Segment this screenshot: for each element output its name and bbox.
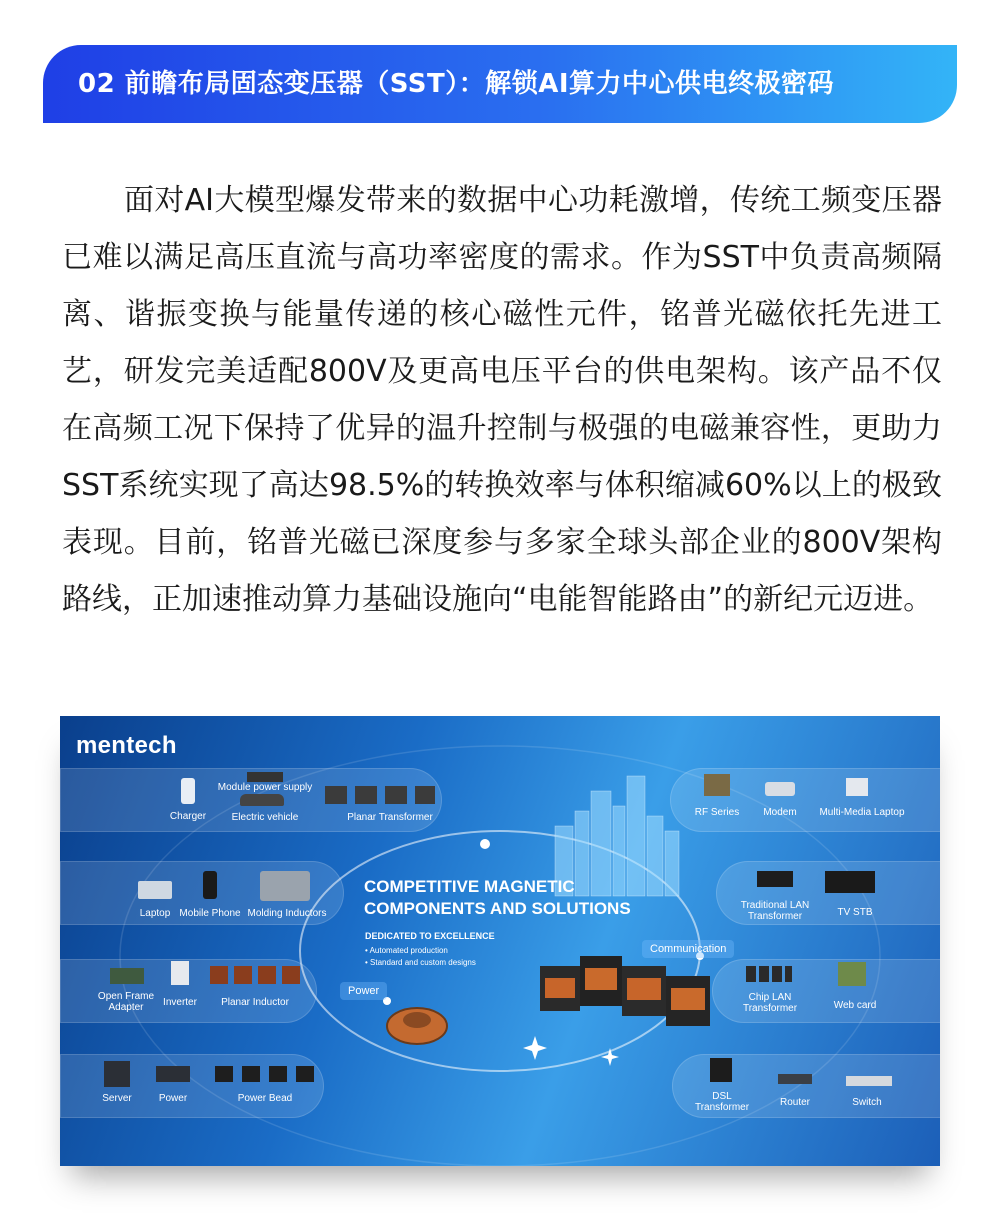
label-lan-line2: Transformer	[747, 911, 803, 922]
bullet-1: • Automated production	[365, 946, 448, 955]
label-open-frame-line2: Adapter	[108, 1002, 144, 1013]
planar-inductor-icon	[210, 966, 302, 984]
section-title-banner	[43, 45, 957, 123]
brand-logo: mentech	[76, 732, 177, 759]
chip-lan-icon	[746, 966, 792, 982]
inverter-icon	[171, 961, 189, 985]
product-infographic	[60, 716, 940, 1166]
server-icon	[104, 1061, 130, 1087]
lan-transformer-icon	[757, 871, 793, 887]
tag-power: Power	[340, 982, 387, 1000]
label-tv-stb: TV STB	[837, 907, 873, 918]
label-charger: Charger	[169, 811, 207, 822]
subheading: DEDICATED TO EXCELLENCE	[365, 931, 495, 941]
label-router: Router	[779, 1097, 810, 1108]
tv-stb-icon	[825, 871, 875, 893]
label-lan-line1: Traditional LAN	[740, 900, 810, 911]
label-inverter: Inverter	[163, 997, 197, 1008]
web-card-icon	[838, 962, 866, 986]
label-open-frame-line1: Open Frame	[97, 991, 155, 1002]
label-modem: Modem	[763, 807, 797, 818]
headline-line1: COMPETITIVE MAGNETIC	[364, 877, 575, 896]
headline-line2: COMPONENTS AND SOLUTIONS	[364, 899, 631, 918]
label-web-card: Web card	[833, 1000, 877, 1011]
bullet-1-text: Automated production	[369, 946, 448, 955]
label-laptop: Laptop	[139, 908, 171, 919]
label-molding-inductors: Molding Inductors	[247, 908, 327, 919]
laptop-icon	[138, 881, 172, 899]
molding-inductors-icon	[260, 871, 310, 901]
label-dsl-line1: DSL	[712, 1091, 732, 1102]
power-bead-icon	[215, 1066, 315, 1082]
label-multimedia-laptop: Multi-Media Laptop	[819, 807, 905, 818]
tag-communication: Communication	[642, 940, 734, 958]
router-icon	[778, 1074, 812, 1084]
label-dsl-line2: Transformer	[694, 1102, 750, 1113]
label-chip-lan-line1: Chip LAN	[748, 992, 792, 1003]
rf-series-icon	[704, 774, 730, 796]
label-planar-inductor: Planar Inductor	[221, 997, 289, 1008]
bullet-2-text: Standard and custom designs	[370, 958, 476, 967]
label-power-bead: Power Bead	[237, 1093, 293, 1104]
modem-icon	[765, 782, 795, 796]
label-switch: Switch	[852, 1097, 882, 1108]
section-title: 02 前瞻布局固态变压器（SST）：解锁AI算力中心供电终极密码	[78, 69, 835, 99]
label-mobile-phone: Mobile Phone	[179, 908, 241, 919]
label-server: Server	[102, 1093, 132, 1104]
open-frame-adapter-icon	[110, 968, 144, 984]
article-paragraph: 面对AI大模型爆发带来的数据中心功耗激增，传统工频变压器已难以满足高压直流与高功率密度的需求。作为SST中负责高频隔离、谐振变换与能量传递的核心磁性元件，铭普光磁依托先进工艺，研发完美适配800V及更高电压平台的供电架构。该产品不仅在高频工况下保持了优异的温升控制与极强的电磁兼容性，更助力SST系统实现了高达98.5%的转换效率与体积缩减60%以上的极致表现。目前，铭普光磁已深度参与多家全球头部企业的800V架构路线，正加速推动算力基础设施向“电能智能路由”的新纪元迈进。	[62, 183, 942, 617]
power-icon	[156, 1066, 190, 1082]
switch-icon	[846, 1062, 892, 1086]
label-planar-transformer: Planar Transformer	[347, 812, 433, 823]
label-chip-lan-line2: Transformer	[742, 1003, 798, 1014]
label-power: Power	[158, 1093, 188, 1104]
label-electric-vehicle: Electric vehicle	[231, 812, 299, 823]
dsl-transformer-icon	[710, 1058, 732, 1082]
label-rf-series: RF Series	[694, 807, 740, 818]
planar-transformer-icon	[325, 786, 435, 804]
label-module-power-supply: Module power supply	[217, 782, 313, 793]
mobile-phone-icon	[203, 871, 217, 899]
charger-icon	[181, 778, 195, 804]
pill-server	[60, 1054, 324, 1118]
module-power-supply-icon	[247, 772, 283, 782]
multimedia-laptop-icon	[846, 778, 868, 796]
bullet-2: • Standard and custom designs	[365, 958, 476, 967]
electric-vehicle-icon	[240, 794, 284, 806]
